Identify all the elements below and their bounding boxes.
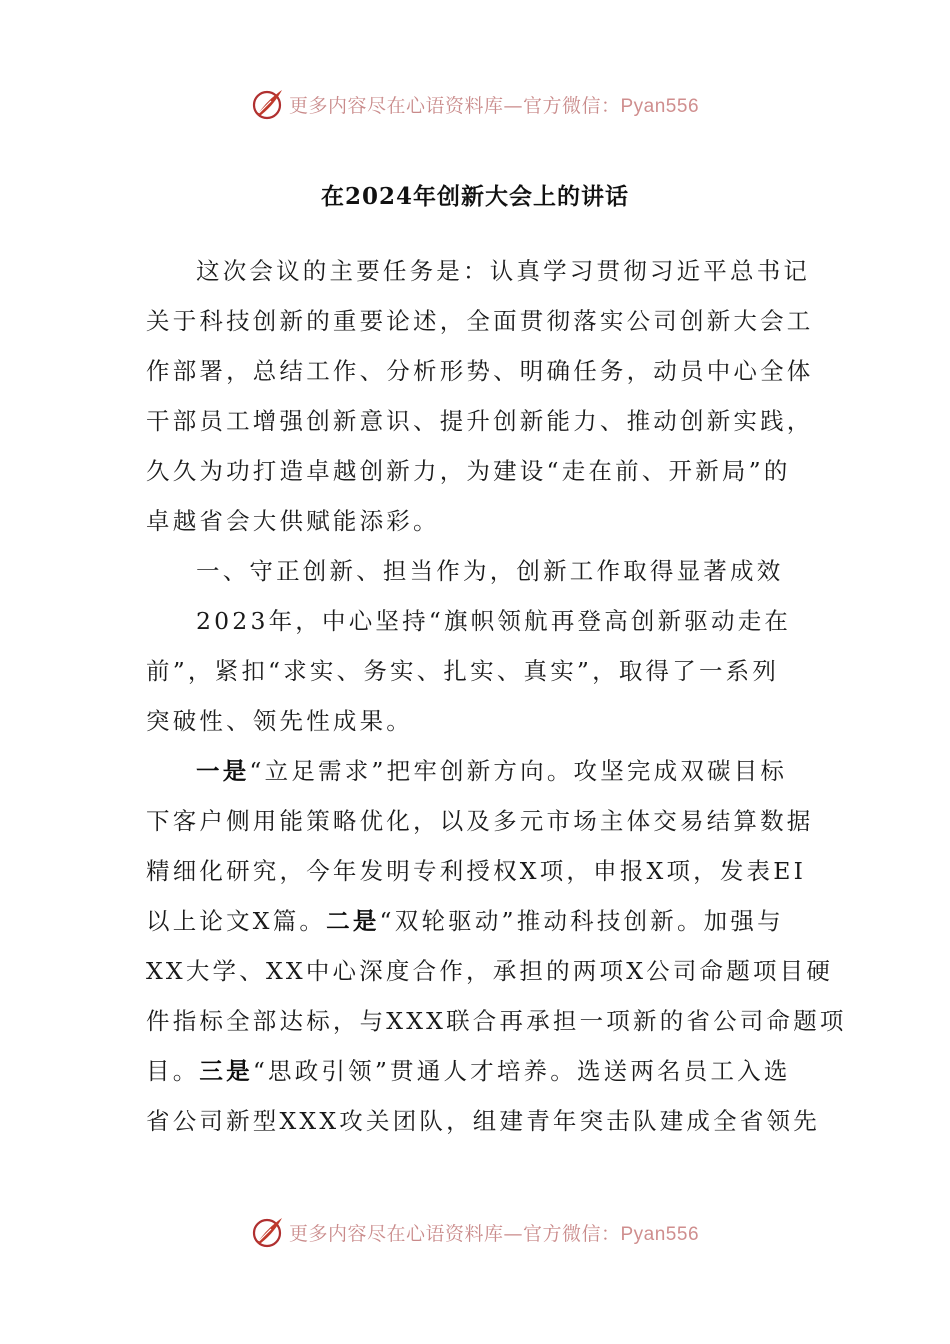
line-text: 下客户侧用能策略优化，以及多元市场主体交易结算数据 <box>146 807 814 835</box>
quill-logo-icon <box>251 1215 285 1249</box>
line-text: 关于科技创新的重要论述，全面贯彻落实公司创新大会工 <box>146 307 814 335</box>
text-line <box>146 496 806 546</box>
text-line <box>146 646 806 696</box>
watermark-wechat-id: Pyan556 <box>620 95 700 117</box>
line-text: 这次会议的主要任务是：认真学习贯彻习近平总书记 <box>196 257 811 285</box>
text-line <box>196 546 806 596</box>
line-text: 卓越省会大供赋能添彩。 <box>146 507 440 535</box>
line-text: 件指标全部达标，与XXX联合再承担一项新的省公司命题项 <box>146 1007 847 1035</box>
text-line <box>146 396 814 446</box>
line-text: “思政引领”贯通人才培养。选送两名员工入选 <box>252 1057 791 1085</box>
bold-lead: 三是 <box>199 1057 253 1085</box>
text-line <box>196 746 806 796</box>
text-line <box>146 796 814 846</box>
text-line <box>196 596 806 646</box>
watermark-footer <box>0 1212 950 1252</box>
watermark-header <box>0 84 950 124</box>
line-text: 以上论文X篇。 <box>146 907 327 935</box>
text-line <box>146 846 806 896</box>
line-text: “立足需求”把牢创新方向。攻坚完成双碳目标 <box>249 757 788 785</box>
watermark-text: 更多内容尽在心语资料库—官方微信：Pyan556 <box>288 94 700 117</box>
quill-logo-icon <box>251 87 285 121</box>
text-line <box>146 1096 820 1146</box>
text-line <box>146 296 814 346</box>
text-line <box>146 346 814 396</box>
line-text: 2023年，中心坚持“旗帜领航再登高创新驱动走在 <box>196 607 792 635</box>
watermark-text: 更多内容尽在心语资料库—官方微信：Pyan556 <box>288 1222 700 1245</box>
bold-lead: 一是 <box>196 757 250 785</box>
line-text: 干部员工增强创新意识、提升创新能力、推动创新实践， <box>146 407 814 435</box>
text-line <box>146 1046 806 1096</box>
line-text: “双轮驱动”推动科技创新。加强与 <box>379 907 784 935</box>
text-line <box>146 696 806 746</box>
text-line <box>146 996 847 1046</box>
text-line <box>196 246 811 296</box>
text-line <box>146 896 806 946</box>
line-text: 目。 <box>146 1057 200 1085</box>
line-text: 一、守正创新、担当作为，创新工作取得显著成效 <box>196 557 784 585</box>
document-title: 在2024年创新大会上的讲话 <box>320 183 629 210</box>
watermark-wechat-id: Pyan556 <box>620 1223 700 1245</box>
text-line <box>146 946 834 996</box>
line-text: XX大学、XX中心深度合作，承担的两项X公司命题项目硬 <box>146 957 834 985</box>
line-text: 省公司新型XXX攻关团队，组建青年突击队建成全省领先 <box>146 1107 820 1135</box>
text-line <box>146 446 806 496</box>
line-text: 精细化研究，今年发明专利授权X项，申报X项，发表EI <box>146 857 807 885</box>
line-text: 久久为功打造卓越创新力，为建设“走在前、开新局”的 <box>146 457 791 485</box>
line-text: 前”，紧扣“求实、务实、扎实、真实”，取得了一系列 <box>146 657 780 685</box>
line-text: 作部署，总结工作、分析形势、明确任务，动员中心全体 <box>146 357 814 385</box>
line-text: 突破性、领先性成果。 <box>146 707 413 735</box>
bold-lead: 二是 <box>326 907 380 935</box>
